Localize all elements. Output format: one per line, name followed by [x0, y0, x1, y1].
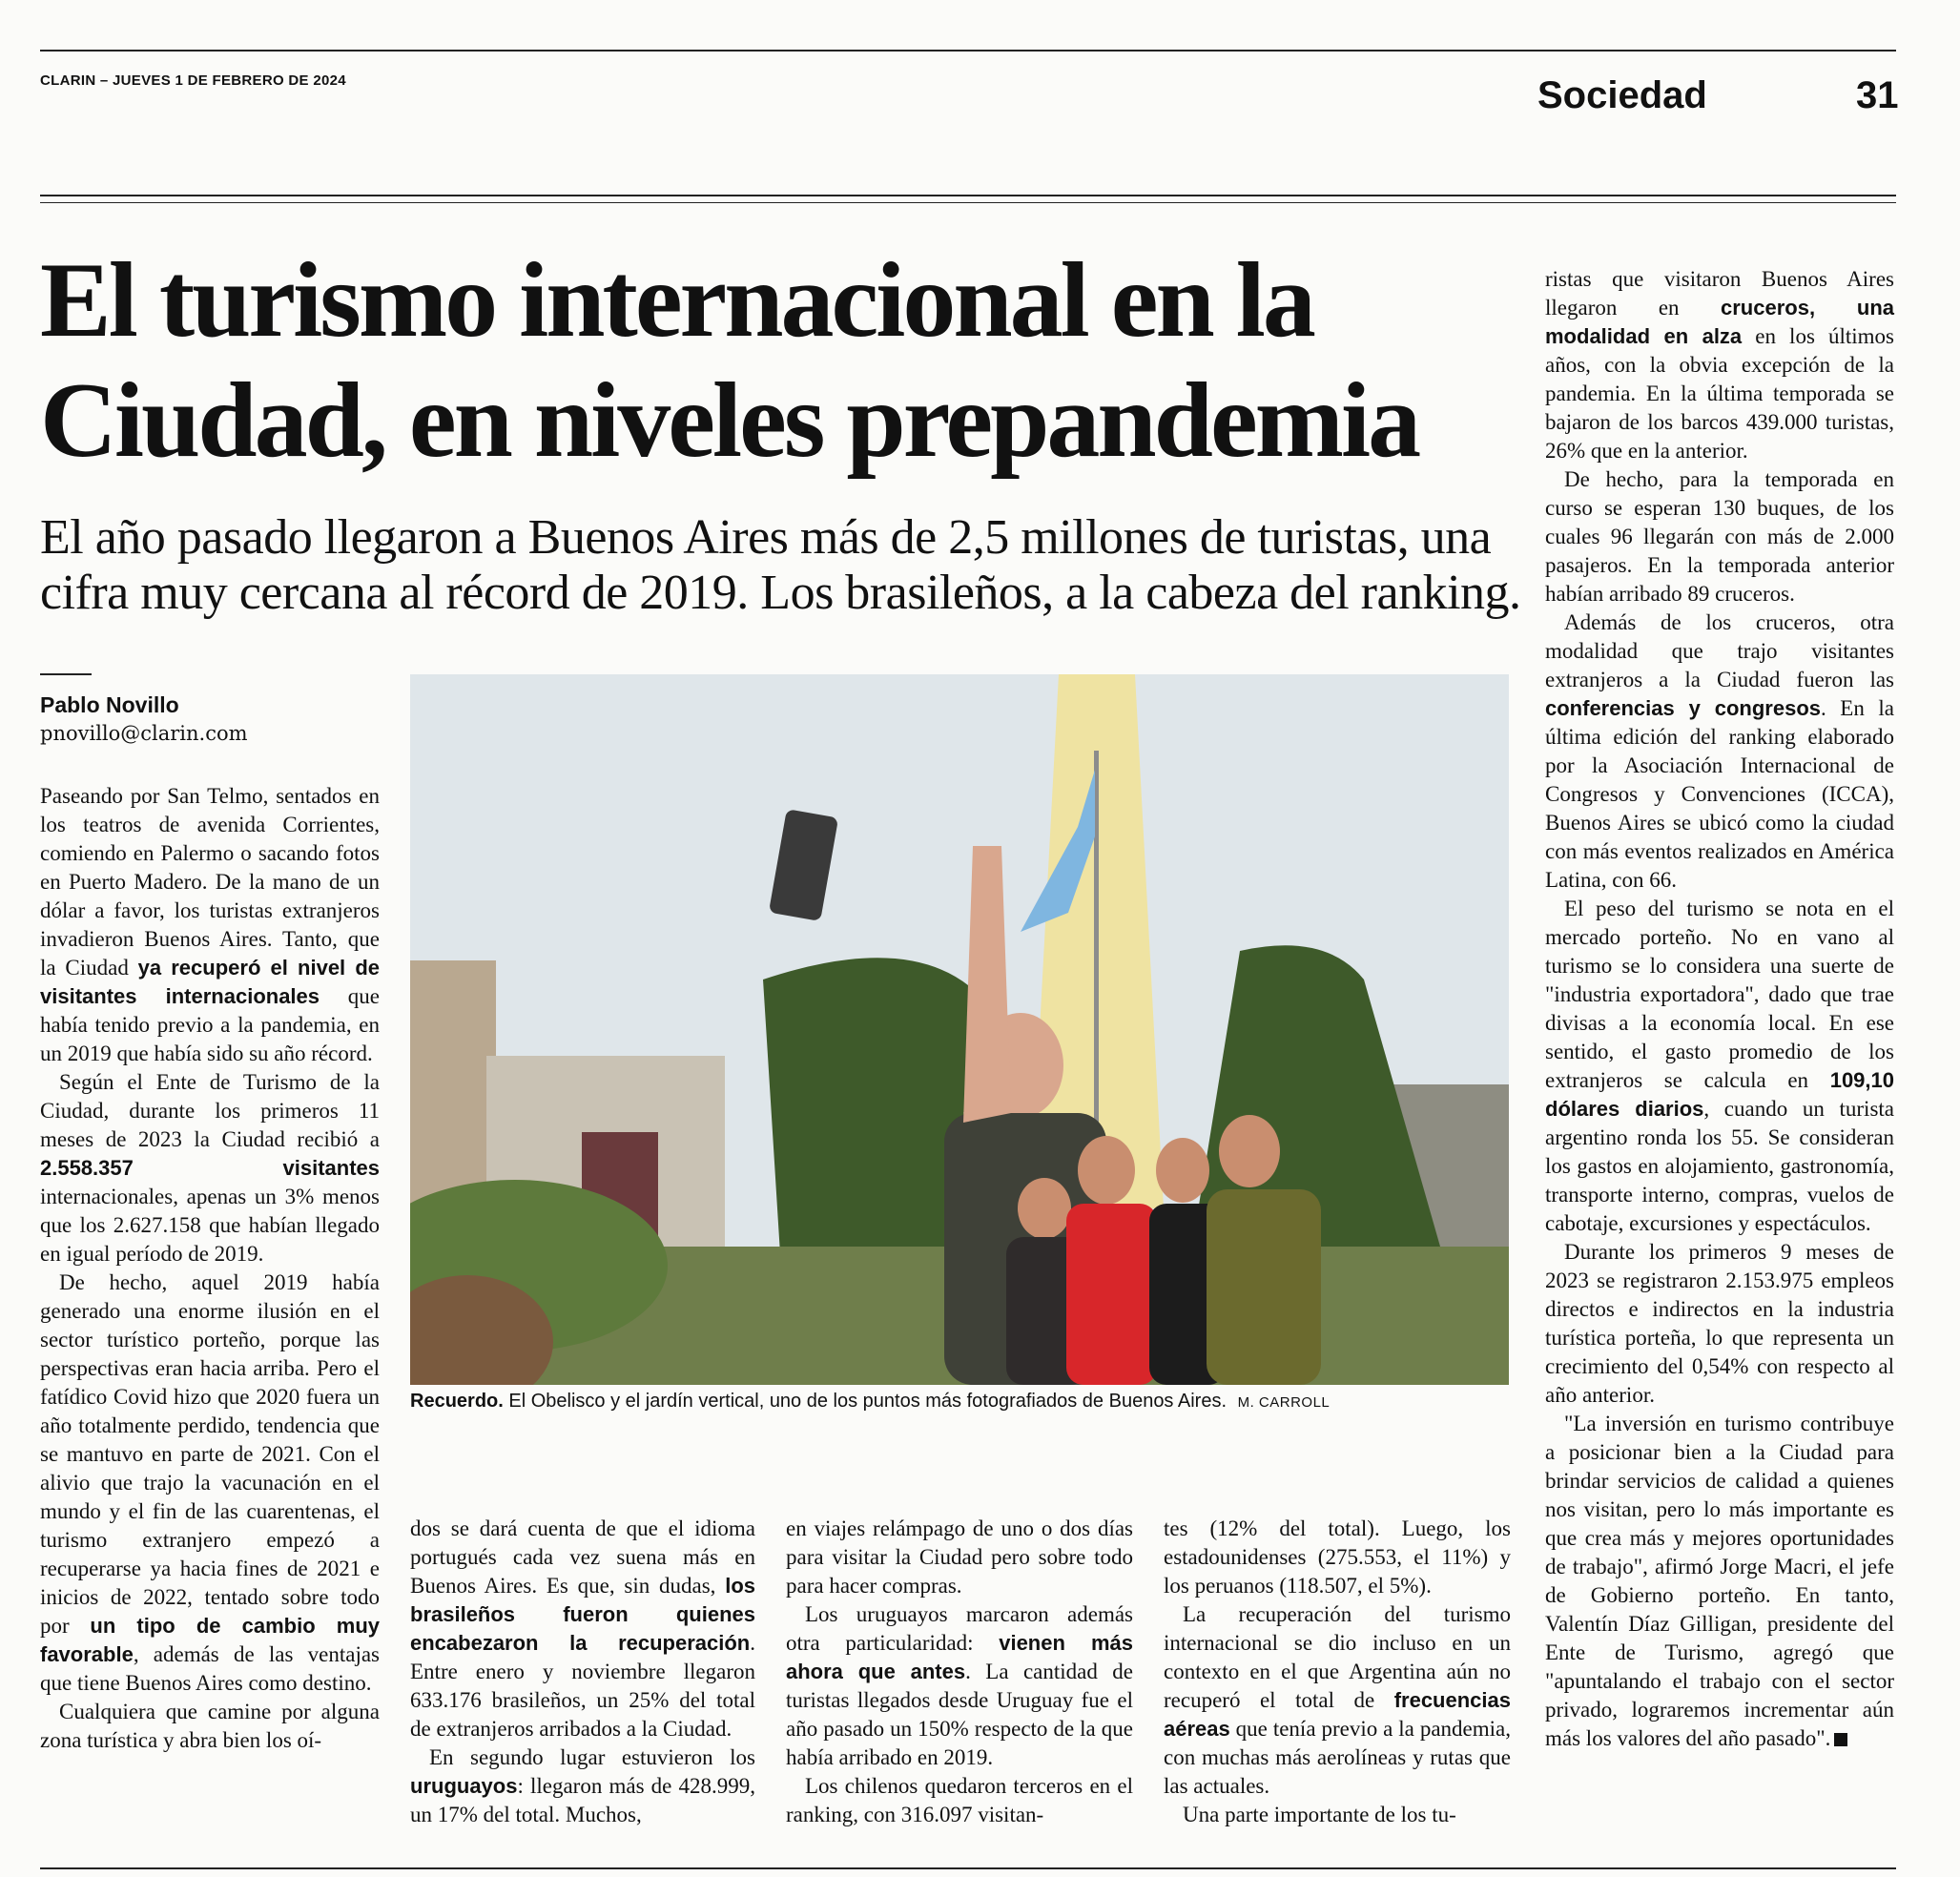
- photo-credit: M. CARROLL: [1237, 1394, 1331, 1411]
- byline-rule: [40, 673, 92, 675]
- article-photo: [410, 674, 1509, 1385]
- col3-paragraph-3: Los chilenos quedaron terceros en el ranking, con 316.097 visitan-: [786, 1774, 1133, 1826]
- col5-paragraph-3: Además de los cruceros, otra modalidad que trajo visitantes extranjeros a la Ciudad fueron las conferencias y congresos. En la última edición del ranking elaborado por la Asociación Internacional de Congresos y Convenciones (ICCA), Buenos Aires se ubicó como la ciudad con más eventos realizados en América Latina, con 66.: [1545, 610, 1894, 892]
- subhead-line-1: El año pasado llegaron a Buenos Aires más de 2,5 millones de turistas, una: [40, 510, 1492, 565]
- column-4: [1164, 1515, 1511, 1829]
- col5-paragraph-4: El peso del turismo se nota en el mercado porteño. No en vano al turismo se lo considera una suerte de "industria exportadora", dado que trae divisas a la economía local. En ese sentido, el gasto promedio de los extranjeros se calcula en 109,10 dólares diarios, cuando un turista argentino ronda los 55. Se consideran los gastos en alojamiento, gastronomía, transporte interno, compras, vuelos de cabotaje, excursiones y espectáculos.: [1545, 897, 1894, 1235]
- col2-paragraph-2: En segundo lugar estuvieron los uruguayos: llegaron más de 428.999, un 17% del total. Muchos,: [410, 1745, 755, 1826]
- author-name: Pablo Novillo: [40, 692, 179, 717]
- header-rule: [40, 195, 1896, 196]
- col1-paragraph-2: Según el Ente de Turismo de la Ciudad, durante los primeros 11 meses de 2023 la Ciudad recibió a 2.558.357 visitantes internacionales, apenas un 3% menos que los 2.627.158 que habían llegado en igual período de 2019.: [40, 1070, 380, 1266]
- col1-paragraph-1: Paseando por San Telmo, sentados en los teatros de avenida Corrientes, comiendo en Palermo o sacando fotos en Puerto Madero. De la mano de un dólar a favor, los turistas extranjeros invadieron Buenos Aires. Tanto, que la Ciudad ya recuperó el nivel de visitantes internacionales que había tenido previo a la pandemia, en un 2019 que había sido su año récord.: [40, 784, 380, 1065]
- col2-paragraph-1: dos se dará cuenta de que el idioma portugués cada vez suena más en Buenos Aires. Es que, sin dudas, los brasileños fueron quienes encabezaron la recuperación. Entre enero y noviembre llegaron 633.176 brasileños, un 25% del total de extranjeros arribados a la Ciudad.: [410, 1516, 755, 1741]
- red-shirt: [1066, 1204, 1157, 1385]
- col5-paragraph-2: De hecho, para la temporada en curso se esperan 130 buques, de los cuales 96 llegarán con más de 2.000 pasajeros. En la temporada anterior habían arribado 89 cruceros.: [1545, 467, 1894, 606]
- column-5: [1545, 265, 1894, 1753]
- col5-paragraph-1: ristas que visitaron Buenos Aires llegaron en cruceros, una modalidad en alza en los últimos años, con la obvia excepción de la pandemia. En la última temporada se bajaron de los barcos 439.000 turistas, 26% que en la anterior.: [1545, 267, 1894, 463]
- red-shirt-man-head: [1078, 1136, 1135, 1205]
- photo-caption: [410, 1391, 1526, 1413]
- section-title: Sociedad: [1537, 74, 1707, 116]
- author-email[interactable]: pnovillo@clarin.com: [40, 722, 248, 745]
- headline-line-2: Ciudad, en niveles prepandemia: [40, 361, 1419, 480]
- bottom-rule: [40, 1867, 1896, 1869]
- col4-paragraph-3: Una parte importante de los tu-: [1183, 1803, 1456, 1826]
- subhead-line-2: cifra muy cercana al récord de 2019. Los brasileños, a la cabeza del ranking.: [40, 566, 1521, 620]
- caption-text: El Obelisco y el jardín vertical, uno de los puntos más fotografiados de Buenos Aires.: [508, 1391, 1228, 1412]
- hoodie-man-head: [1219, 1115, 1280, 1187]
- col3-paragraph-1: en viajes relámpago de uno o dos días para visitar la Ciudad pero sobre todo para hacer compras.: [786, 1516, 1133, 1598]
- col5-paragraph-6: "La inversión en turismo contribuye a posicionar bien a la Ciudad para brindar servicios de calidad a quienes nos visitan, pero lo más importante es que crea más y mejores oportunidades de trabajo", afirmó Jorge Macri, el jefe de Gobierno porteño. En tanto, Valentín Díaz Gilligan, presidente del Ente de Turismo, agregó que "apuntalando el trabajo con el sector privado, lograremos incrementar aún más los valores del año pasado".: [1545, 1412, 1894, 1750]
- col4-paragraph-1: tes (12% del total). Luego, los estadounidenses (275.553, el 11%) y los peruanos (118.507, el 5%).: [1164, 1516, 1511, 1598]
- col3-paragraph-2: Los uruguayos marcaron además otra particularidad: vienen más ahora que antes. La cantidad de turistas llegados desde Uruguay fue el año pasado un 150% respecto de la que había arribado en 2019.: [786, 1602, 1134, 1769]
- column-2: [410, 1515, 755, 1829]
- column-1: [40, 782, 380, 1755]
- col4-paragraph-2: La recuperación del turismo internacional se dio incluso en un contexto en el que Argentina aún no recuperó el total de frecuencias aéreas que tenía previo a la pandemia, con muchas más aerolíneas y rutas que las actuales.: [1164, 1602, 1511, 1798]
- col1-paragraph-4: Cualquiera que camine por alguna zona turística y abra bien los oí-: [40, 1700, 380, 1752]
- cap-man-head: [1156, 1138, 1209, 1203]
- woman-head: [1018, 1178, 1071, 1239]
- subheadline: [40, 510, 1528, 621]
- col1-paragraph-3: De hecho, aquel 2019 había generado una enorme ilusión en el sector turístico porteño, porque las perspectivas eran hacia arriba. Pero el fatídico Covid hizo que 2020 fuera un año totalmente perdido, tendencia que se mantuvo en parte de 2021. Con el alivio que trajo la vacunación en el mundo y el fin de las cuarentenas, el turismo extranjero empezó a recuperarse ya hacia fines de 2021 e inicios de 2022, tentado sobre todo por un tipo de cambio muy favorable, además de las ventajas que tiene Buenos Aires como destino.: [40, 1270, 380, 1695]
- headline-line-1: El turismo internacional en la: [40, 241, 1313, 360]
- column-3: [786, 1515, 1133, 1829]
- obelisco-selfie-image: [410, 674, 1509, 1385]
- end-of-article-mark: [1834, 1733, 1847, 1746]
- col5-paragraph-5: Durante los primeros 9 meses de 2023 se registraron 2.153.975 empleos directos e indirectos en la industria turística porteña, lo que representa un crecimiento del 0,54% con respecto al año anterior.: [1545, 1240, 1894, 1407]
- olive-hoodie: [1207, 1189, 1321, 1385]
- caption-lead: Recuerdo.: [410, 1391, 504, 1412]
- top-rule: [40, 50, 1896, 52]
- page-number: 31: [1856, 74, 1899, 116]
- header-rule-thin: [40, 202, 1896, 203]
- headline: [40, 240, 1528, 481]
- dateline: CLARIN – JUEVES 1 DE FEBRERO DE 2024: [40, 72, 346, 89]
